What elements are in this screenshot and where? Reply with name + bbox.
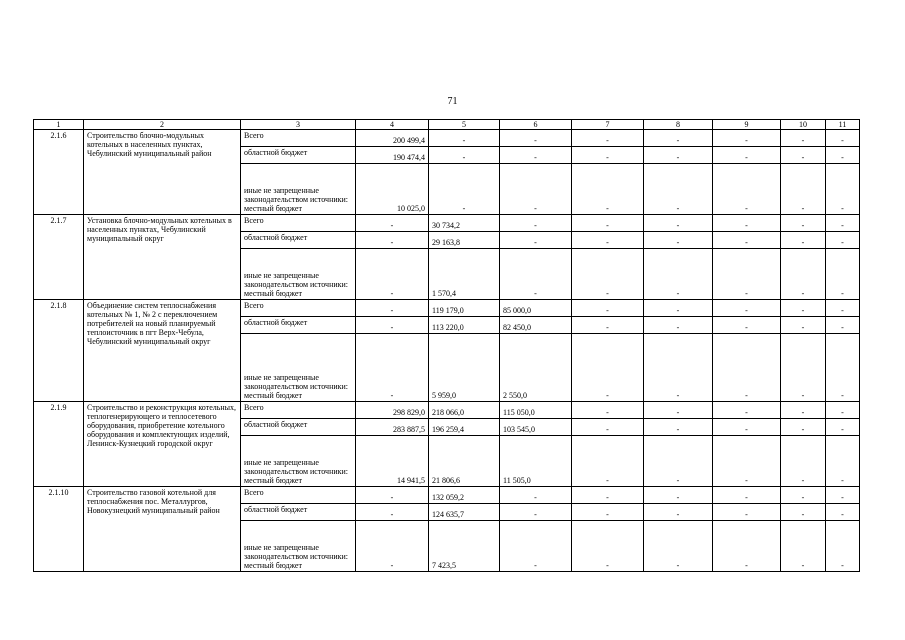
amount-cell: - bbox=[572, 147, 644, 164]
column-number: 8 bbox=[644, 120, 713, 130]
amount-cell: - bbox=[500, 147, 572, 164]
funding-source: Всего bbox=[241, 487, 356, 504]
amount-cell: - bbox=[572, 334, 644, 402]
table-row bbox=[34, 300, 860, 317]
amount-cell: - bbox=[356, 487, 429, 504]
item-name: Строительство блочно-модульных котельных в населенных пунктах, Чебулинский муниципальный район bbox=[84, 130, 241, 215]
amount-cell: - bbox=[356, 300, 429, 317]
table-body bbox=[34, 120, 860, 572]
amount-cell: - bbox=[356, 249, 429, 300]
amount-cell: - bbox=[713, 300, 781, 317]
amount-cell: 190 474,4 bbox=[356, 147, 429, 164]
amount-cell: - bbox=[644, 317, 713, 334]
amount-cell: - bbox=[644, 504, 713, 521]
amount-cell: 21 806,6 bbox=[429, 436, 500, 487]
funding-source: Всего bbox=[241, 402, 356, 419]
column-number: 5 bbox=[429, 120, 500, 130]
funding-source: областной бюджет bbox=[241, 232, 356, 249]
amount-cell: 29 163,8 bbox=[429, 232, 500, 249]
amount-cell: - bbox=[826, 317, 860, 334]
amount-cell: - bbox=[644, 232, 713, 249]
amount-cell: - bbox=[356, 232, 429, 249]
amount-cell: 200 499,4 bbox=[356, 130, 429, 147]
amount-cell: 283 887,5 bbox=[356, 419, 429, 436]
amount-cell: - bbox=[644, 419, 713, 436]
column-number: 10 bbox=[781, 120, 826, 130]
amount-cell: - bbox=[429, 164, 500, 215]
amount-cell: - bbox=[572, 521, 644, 572]
amount-cell: - bbox=[713, 317, 781, 334]
amount-cell: - bbox=[572, 487, 644, 504]
amount-cell: - bbox=[713, 419, 781, 436]
amount-cell: - bbox=[713, 487, 781, 504]
amount-cell: - bbox=[713, 334, 781, 402]
funding-source: Всего bbox=[241, 300, 356, 317]
amount-cell: - bbox=[572, 249, 644, 300]
funding-source: областной бюджет bbox=[241, 147, 356, 164]
column-number: 6 bbox=[500, 120, 572, 130]
amount-cell: 82 450,0 bbox=[500, 317, 572, 334]
amount-cell: - bbox=[781, 402, 826, 419]
amount-cell: - bbox=[356, 334, 429, 402]
amount-cell: - bbox=[713, 521, 781, 572]
amount-cell: - bbox=[826, 147, 860, 164]
amount-cell: - bbox=[644, 147, 713, 164]
item-code: 2.1.8 bbox=[34, 300, 84, 402]
table-row bbox=[34, 487, 860, 504]
amount-cell: - bbox=[572, 130, 644, 147]
table-row bbox=[34, 215, 860, 232]
amount-cell: - bbox=[500, 487, 572, 504]
budget-table bbox=[33, 119, 860, 572]
amount-cell: 298 829,0 bbox=[356, 402, 429, 419]
amount-cell: 218 066,0 bbox=[429, 402, 500, 419]
amount-cell: - bbox=[429, 147, 500, 164]
amount-cell: - bbox=[826, 334, 860, 402]
amount-cell: - bbox=[826, 402, 860, 419]
item-code: 2.1.10 bbox=[34, 487, 84, 572]
amount-cell: 7 423,5 bbox=[429, 521, 500, 572]
funding-source: областной бюджет bbox=[241, 317, 356, 334]
amount-cell: - bbox=[500, 504, 572, 521]
column-number: 1 bbox=[34, 120, 84, 130]
amount-cell: - bbox=[356, 215, 429, 232]
item-code: 2.1.7 bbox=[34, 215, 84, 300]
amount-cell: 196 259,4 bbox=[429, 419, 500, 436]
amount-cell: 1 570,4 bbox=[429, 249, 500, 300]
funding-source: Всего bbox=[241, 130, 356, 147]
table-row bbox=[34, 402, 860, 419]
funding-source: областной бюджет bbox=[241, 504, 356, 521]
amount-cell: 30 734,2 bbox=[429, 215, 500, 232]
column-number: 4 bbox=[356, 120, 429, 130]
amount-cell: - bbox=[572, 402, 644, 419]
amount-cell: - bbox=[572, 419, 644, 436]
amount-cell: 5 959,0 bbox=[429, 334, 500, 402]
amount-cell: - bbox=[781, 504, 826, 521]
amount-cell: 119 179,0 bbox=[429, 300, 500, 317]
amount-cell: - bbox=[781, 249, 826, 300]
amount-cell: - bbox=[500, 232, 572, 249]
amount-cell: - bbox=[572, 504, 644, 521]
amount-cell: - bbox=[826, 436, 860, 487]
amount-cell: - bbox=[500, 164, 572, 215]
amount-cell: - bbox=[826, 419, 860, 436]
funding-source: иные не запрещенные законодательством источники: местный бюджет bbox=[241, 164, 356, 215]
funding-source: иные не запрещенные законодательством источники: местный бюджет bbox=[241, 334, 356, 402]
amount-cell: - bbox=[429, 130, 500, 147]
amount-cell: - bbox=[781, 317, 826, 334]
amount-cell: - bbox=[356, 317, 429, 334]
amount-cell: - bbox=[826, 300, 860, 317]
amount-cell: - bbox=[826, 164, 860, 215]
column-number: 7 bbox=[572, 120, 644, 130]
amount-cell: - bbox=[572, 300, 644, 317]
amount-cell: - bbox=[781, 232, 826, 249]
amount-cell: - bbox=[781, 487, 826, 504]
amount-cell: - bbox=[826, 215, 860, 232]
amount-cell: - bbox=[781, 419, 826, 436]
page-number: 71 bbox=[447, 96, 458, 107]
amount-cell: - bbox=[713, 402, 781, 419]
amount-cell: - bbox=[644, 164, 713, 215]
amount-cell: - bbox=[644, 300, 713, 317]
amount-cell: - bbox=[500, 521, 572, 572]
amount-cell: - bbox=[781, 130, 826, 147]
amount-cell: 113 220,0 bbox=[429, 317, 500, 334]
column-number: 11 bbox=[826, 120, 860, 130]
amount-cell: - bbox=[781, 300, 826, 317]
amount-cell: - bbox=[781, 215, 826, 232]
amount-cell: - bbox=[826, 521, 860, 572]
amount-cell: - bbox=[500, 215, 572, 232]
item-code: 2.1.6 bbox=[34, 130, 84, 215]
amount-cell: - bbox=[572, 232, 644, 249]
item-name: Строительство газовой котельной для теплоснабжения пос. Металлургов, Новокузнецкий муниципальный район bbox=[84, 487, 241, 572]
amount-cell: - bbox=[713, 504, 781, 521]
amount-cell: - bbox=[356, 504, 429, 521]
column-number: 2 bbox=[84, 120, 241, 130]
item-code: 2.1.9 bbox=[34, 402, 84, 487]
amount-cell: - bbox=[781, 334, 826, 402]
amount-cell: - bbox=[781, 164, 826, 215]
amount-cell: - bbox=[713, 249, 781, 300]
amount-cell: - bbox=[713, 130, 781, 147]
amount-cell: - bbox=[500, 249, 572, 300]
amount-cell: - bbox=[826, 487, 860, 504]
amount-cell: - bbox=[644, 249, 713, 300]
amount-cell: - bbox=[713, 147, 781, 164]
amount-cell: 132 059,2 bbox=[429, 487, 500, 504]
amount-cell: - bbox=[644, 521, 713, 572]
amount-cell: 11 505,0 bbox=[500, 436, 572, 487]
amount-cell: - bbox=[572, 215, 644, 232]
funding-source: областной бюджет bbox=[241, 419, 356, 436]
amount-cell: - bbox=[713, 164, 781, 215]
column-number: 9 bbox=[713, 120, 781, 130]
amount-cell: - bbox=[356, 521, 429, 572]
item-name: Строительство и реконструкция котельных, теплогенерирующего и теплосетевого оборудования, приобретение котельного оборудования и комплектующих изделий, Ленинск-Кузнецкий городской округ bbox=[84, 402, 241, 487]
amount-cell: - bbox=[644, 130, 713, 147]
amount-cell: - bbox=[572, 164, 644, 215]
amount-cell: - bbox=[713, 215, 781, 232]
column-number: 3 bbox=[241, 120, 356, 130]
funding-source: иные не запрещенные законодательством источники: местный бюджет bbox=[241, 436, 356, 487]
amount-cell: - bbox=[644, 215, 713, 232]
amount-cell: - bbox=[826, 130, 860, 147]
amount-cell: - bbox=[500, 130, 572, 147]
amount-cell: 14 941,5 bbox=[356, 436, 429, 487]
amount-cell: - bbox=[781, 521, 826, 572]
amount-cell: - bbox=[644, 487, 713, 504]
amount-cell: 124 635,7 bbox=[429, 504, 500, 521]
funding-source: иные не запрещенные законодательством источники: местный бюджет bbox=[241, 521, 356, 572]
amount-cell: 115 050,0 bbox=[500, 402, 572, 419]
amount-cell: - bbox=[781, 436, 826, 487]
funding-source: иные не запрещенные законодательством источники: местный бюджет bbox=[241, 249, 356, 300]
amount-cell: - bbox=[826, 504, 860, 521]
amount-cell: 2 550,0 bbox=[500, 334, 572, 402]
column-number-row bbox=[34, 120, 860, 130]
funding-source: Всего bbox=[241, 215, 356, 232]
amount-cell: - bbox=[826, 232, 860, 249]
amount-cell: - bbox=[644, 334, 713, 402]
amount-cell: - bbox=[572, 317, 644, 334]
amount-cell: 103 545,0 bbox=[500, 419, 572, 436]
amount-cell: - bbox=[644, 402, 713, 419]
amount-cell: - bbox=[826, 249, 860, 300]
amount-cell: - bbox=[713, 232, 781, 249]
amount-cell: - bbox=[713, 436, 781, 487]
amount-cell: - bbox=[644, 436, 713, 487]
amount-cell: - bbox=[781, 147, 826, 164]
amount-cell: 85 000,0 bbox=[500, 300, 572, 317]
amount-cell: - bbox=[572, 436, 644, 487]
amount-cell: 10 025,0 bbox=[356, 164, 429, 215]
item-name: Установка блочно-модульных котельных в населенных пунктах, Чебулинский муниципальный округ bbox=[84, 215, 241, 300]
item-name: Объединение систем теплоснабжения котельных № 1, № 2 с переключением потребителей на новый планируемый теплоисточник в пгт Верх-Чебула, Чебулинский муниципальный округ bbox=[84, 300, 241, 402]
table-row bbox=[34, 130, 860, 147]
